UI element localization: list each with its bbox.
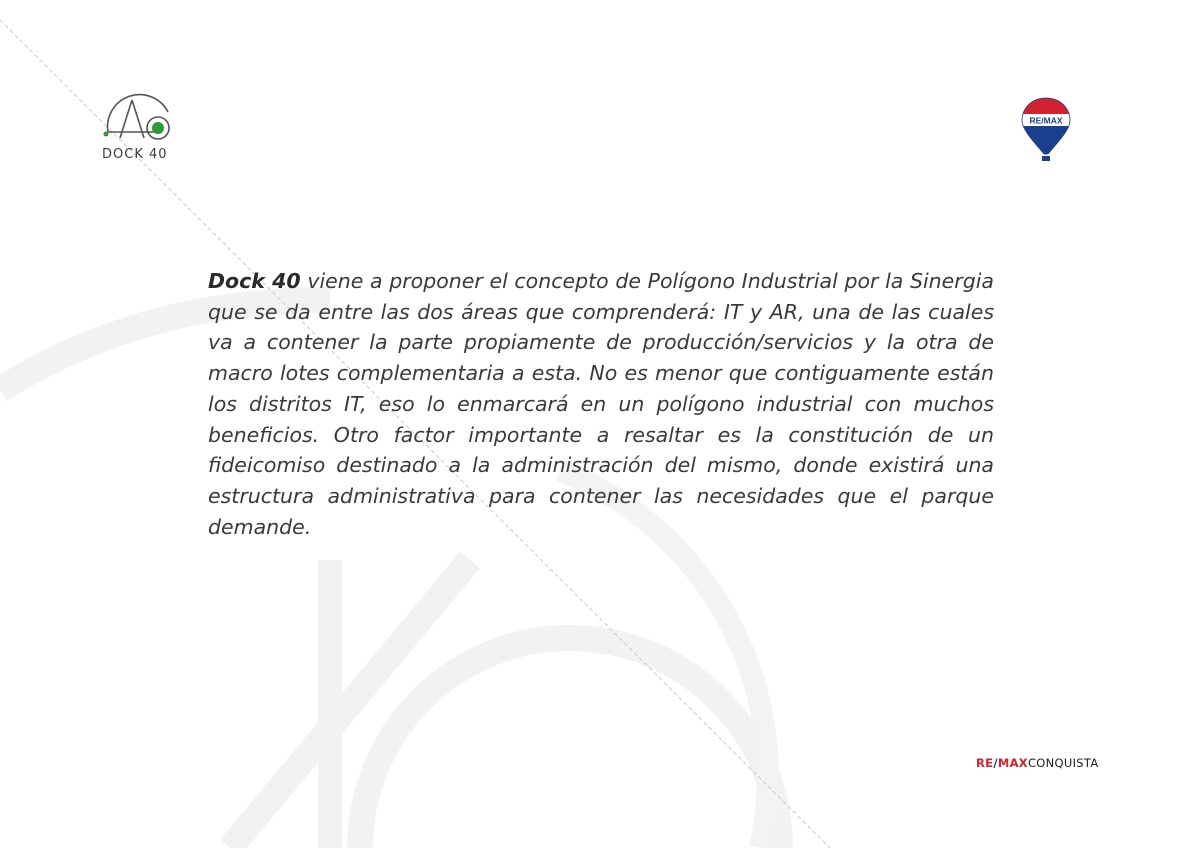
brand-re: RE xyxy=(976,756,994,770)
brand-conquista: CONQUISTA xyxy=(1027,756,1099,770)
dock40-logo xyxy=(100,92,180,168)
description-text: viene a proponer el concepto de Polígono Industrial por la Sinergia que se da entre las dos áreas que comprenderá: IT y AR, una de las cuales va a contener la parte propiamente de producción/servicios y la otra de macro lotes complementaria a esta. No es menor que contiguamente están los distritos IT, eso lo enmarcará en un polígono industrial con muchos beneficios. Otro factor importante a resaltar es la constitución de un fideicomiso destinado a la administración del mismo, donde existirá una estructura administrativa para contener las necesidades que el parque demande. xyxy=(208,269,994,539)
remax-balloon-text: RE/MAX xyxy=(1029,115,1063,126)
project-name: Dock 40 xyxy=(208,269,301,293)
dock40-logo-text: DOCK 40 xyxy=(102,147,168,162)
brand-slash: / xyxy=(993,756,998,770)
dock40-mark-icon xyxy=(102,92,178,148)
brand-max: MAX xyxy=(997,756,1028,770)
remax-conquista-brand xyxy=(976,756,1099,770)
remax-balloon-icon xyxy=(1020,96,1072,164)
description-paragraph xyxy=(208,266,994,542)
